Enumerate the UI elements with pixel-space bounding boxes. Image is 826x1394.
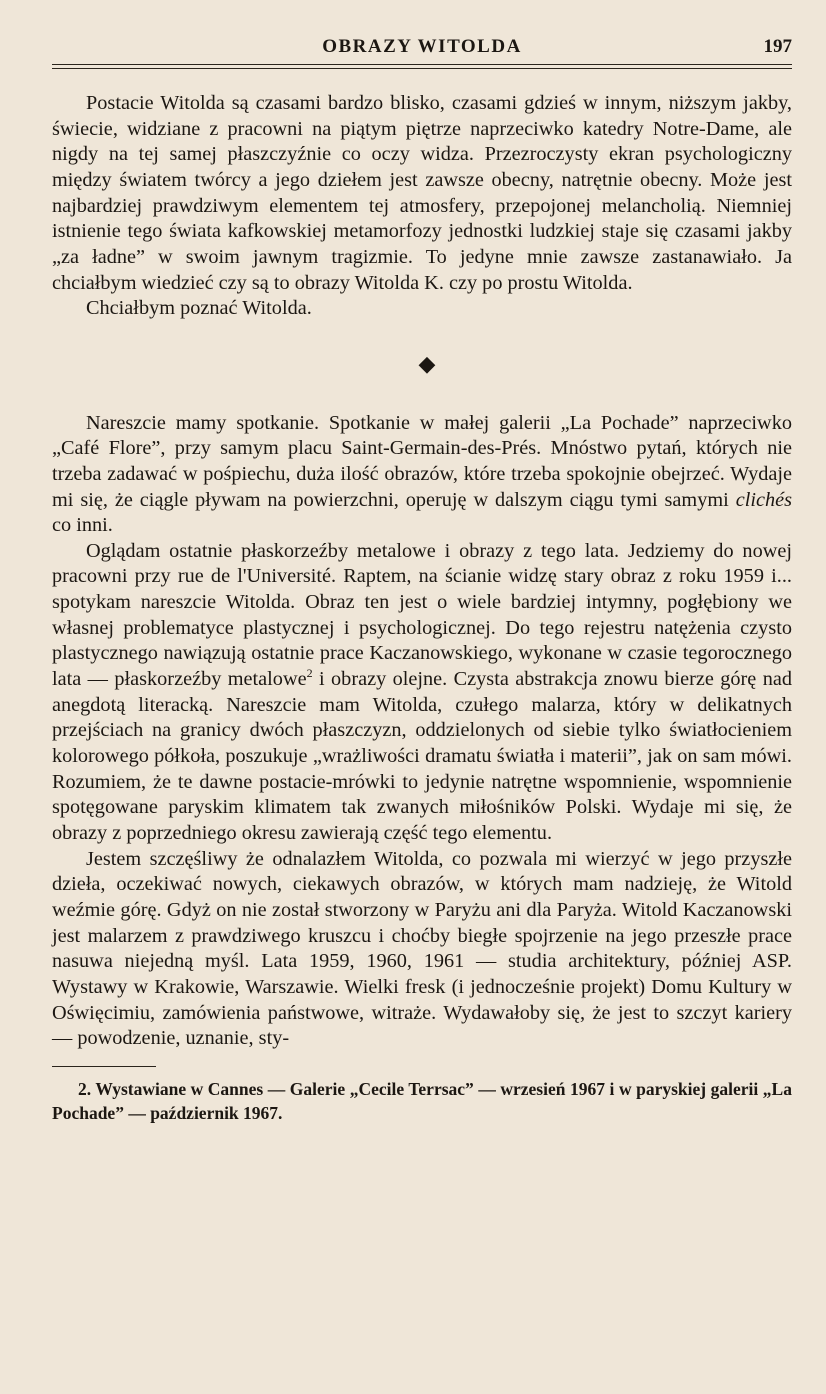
paragraph-4-text-a: Oglądam ostatnie płaskorzeźby metalowe i obrazy z tego lata. Jedziemy do nowej pracowni przy rue de l'Université. Raptem, na ścianie widzę stary obraz z roku 1959 i... spotykam nareszcie Witolda. Obraz ten jest o wiele bardziej intymny, pogłębiony we własnej problematyce plastycznej i psychologicznej. Do tego rejestru natężenia czysto plastycznego nawiązują ostatnie prace Kaczanowskiego, wykonane w czasie tegorocznego lata — płaskorzeźby metalowe xyxy=(52,539,792,691)
paragraph-4-text-b: i obrazy olejne. Czysta abstrakcja znowu bierze górę nad anegdotą literacką. Nareszcie mam Witolda, czułego malarza, który w delikatnych przejściach na granicy dwóch płaszczyzn, oddzielonych od siebie tylko światłocieniem kolorowego półkoła, poszukuje „wrażliwości dramatu światła i materii”, jak on sam mówi. Rozumiem, że te dawne postacie-mrówki to jedynie natrętne wspomnienie, wspomnienie spotęgowane paryskim klimatem tak zwanych miłośników Polski. Wydaje mi się, że obrazy z poprzedniego okresu zawierają część tego elementu. xyxy=(52,668,792,845)
footnote-rule xyxy=(52,1066,156,1067)
section-break-diamond-icon: ◆ xyxy=(418,350,436,376)
footnote-reference: 2 xyxy=(306,666,313,681)
book-page xyxy=(52,30,792,1125)
paragraph-5: Jestem szczęśliwy że odnalazłem Witolda, co pozwala mi wierzyć w jego przyszłe dzieła, oczekiwać nowych, ciekawych obrazów, w których mam nadzieję, że Witold weźmie górę. Gdyż on nie został stworzony w Paryżu ani dla Paryża. Witold Kaczanowski jest malarzem z prawdziwego kruszcu i choćby biegłe spojrzenie na jego przeszłe prace nasuwa niejedną myśl. Lata 1959, 1960, 1961 — studia architektury, później ASP. Wystawy w Krakowie, Warszawie. Wielki fresk (i jednocześnie projekt) Domu Kultury w Oświęcimiu, zamówienia państwowe, witraże. Wydawałoby się, że jest to szczyt kariery — powodzenie, uznanie, sty- xyxy=(52,847,792,1050)
paragraph-1: Postacie Witolda są czasami bardzo blisko, czasami gdzieś w innym, niższym jakby, świecie, widziane z pracowni na piątym piętrze naprzeciwko katedry Notre-Dame, ale nigdy na tej samej płaszczyźnie co oczy widza. Przezroczysty ekran psychologiczny między światem twórcy a jego dziełem jest zawsze obecny, natrętnie obecny. Może jest najbardziej prawdziwym elementem tej atmosfery, przepojonej melancholią. Niemniej istnienie tego świata kafkowskiej metamorfozy jednostki ludzkiej staje się czasami jakby „za ładne” w swoim jawnym tragizmie. To jedyne mnie zawsze zastanawiało. Ja chciałbym wiedzieć czy są to obrazy Witolda K. czy po prostu Witolda. xyxy=(52,92,792,294)
paragraph-3 xyxy=(52,411,792,539)
page-number: 197 xyxy=(763,36,792,57)
running-title: OBRAZY WITOLDA xyxy=(322,36,522,57)
body-text xyxy=(52,91,792,1052)
paragraph-3-text-b: co inni. xyxy=(52,514,113,537)
header-rule xyxy=(52,64,792,69)
running-head xyxy=(52,30,792,60)
paragraph-3-text-a: Nareszcie mamy spotkanie. Spotkanie w małej galerii „La Pochade” naprzeciwko „Café Flore”, przy samym placu Saint-Germain-des-Prés. Mnóstwo pytań, których nie trzeba zadawać w pośpiechu, duża ilość obrazów, które trzeba spokojnie obejrzeć. Wydaje mi się, że ciągle pływam na powierzchni, operuję w dalszym ciągu tymi samymi xyxy=(52,411,792,511)
paragraph-4 xyxy=(52,539,792,847)
paragraph-2: Chciałbym poznać Witolda. xyxy=(86,297,312,320)
paragraph-3-italic: clichés xyxy=(735,488,792,511)
footnote: 2. Wystawiane w Cannes — Galerie „Cecile Terrsac” — wrzesień 1967 i w paryskiej galerii „La Pochade” — październik 1967. xyxy=(52,1078,792,1123)
